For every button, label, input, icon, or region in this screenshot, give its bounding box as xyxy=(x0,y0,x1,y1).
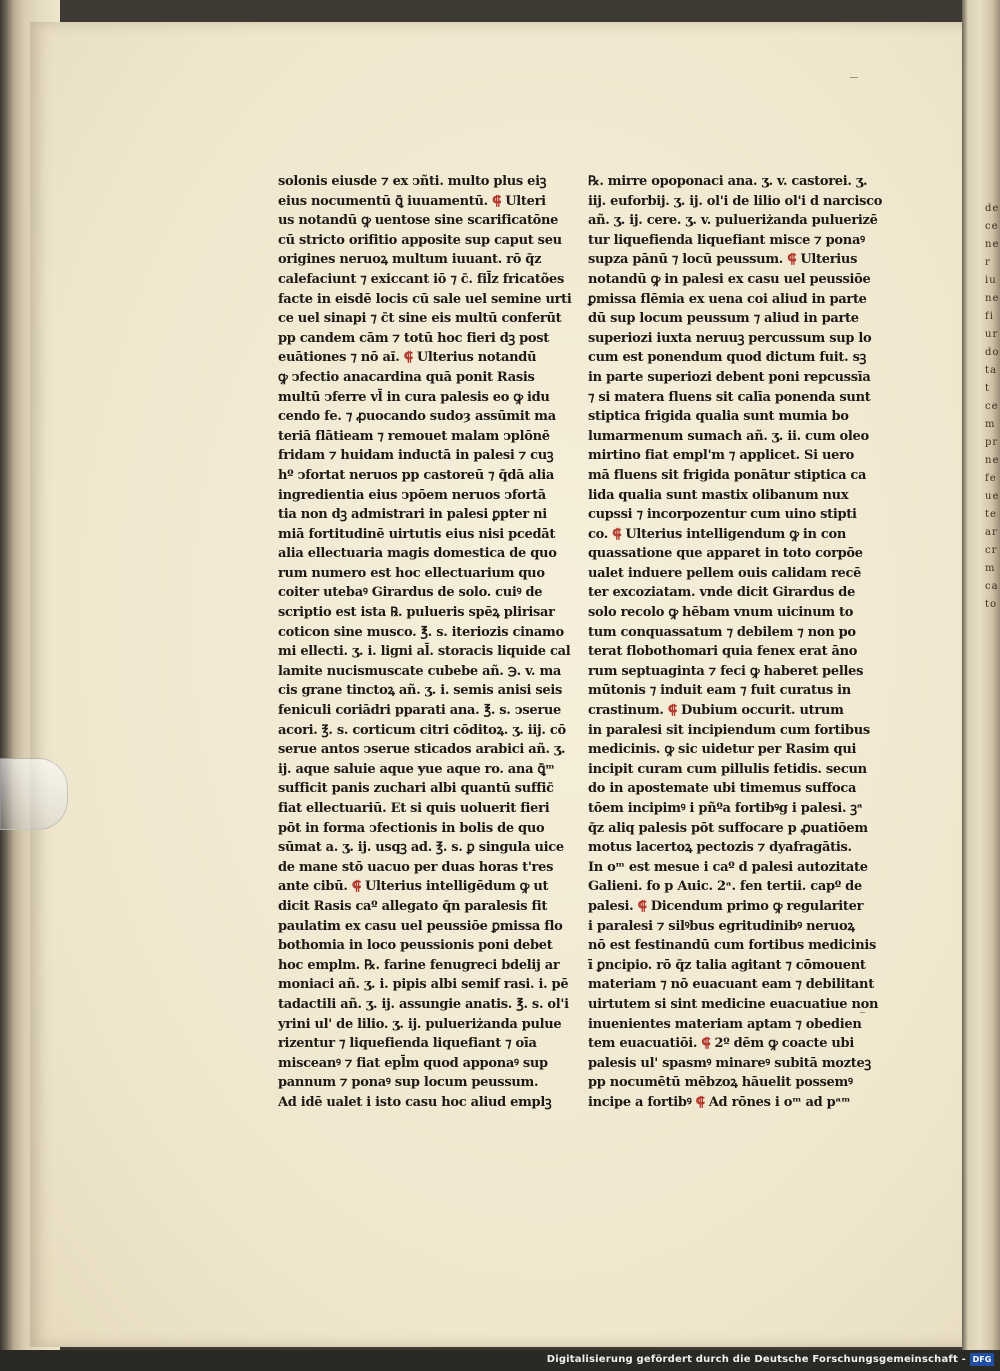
text-line: ꝙ ↄfectio anacardina quā ponit Rasis xyxy=(278,369,535,385)
rubric-mark: ⸿ xyxy=(637,898,647,914)
text-line: solonis eiusde ⁊ ex ↄñti. multo plus eiꝫ xyxy=(278,174,547,189)
text-line: pannum ⁊ ponaꝰ sup locum peussum. xyxy=(278,1075,539,1091)
text-line: hoc emplm. ℞. farine fenugreci bdelij ar xyxy=(278,957,560,973)
text-line: pp nocumētū mēbzoꝝ hāuelit possemꝰ xyxy=(588,1075,853,1091)
text-line: tōem incipimꝰ i pñºa fortibꝰg i palesi. ꝫᵃ xyxy=(588,801,863,816)
text-column-right xyxy=(588,172,883,1113)
text-line: eius nocumentū ꝗ̄ iuuamentū. ⸿ Ulteri xyxy=(278,193,546,209)
text-line: medicinis. ꝙ sic uidetur per Rasim qui xyxy=(588,742,857,758)
text-line: In oᵐ est mesue i caº d palesi autozitate xyxy=(588,859,868,875)
text-line: sūmat a. ʒ. ij. usqꝫ ad. ℥. s. ꝑ singula uice xyxy=(278,840,564,856)
text-line: facte in eisdē locis cū sale uel semine urti xyxy=(278,291,572,307)
text-line: notandū ꝙ in palesi ex casu uel peussiōe xyxy=(588,271,871,287)
text-line: palesi. ⸿ Dicendum primo ꝙ regulariter xyxy=(588,898,864,914)
text-line: co. ⸿ Ulterius intelligendum ꝙ in con xyxy=(588,526,847,542)
rubric-mark: ⸿ xyxy=(787,252,797,268)
text-line: solo recolo ꝙ hēbam vnum uicinum to xyxy=(588,605,854,621)
facing-page-text-fragment: de ce ne r iu ne fi ur do ta t ce m pr ne fe ue te ar cr m ca to xyxy=(985,203,1000,610)
text-line: superiozi iuxta neruuꝫ percussum sup lo xyxy=(588,330,872,346)
text-line: tum conquassatum ⁊ debilem ⁊ non po xyxy=(588,624,856,640)
text-line: pōt in forma ↄfectionis in bolis de quo xyxy=(278,820,545,836)
text-line: ⁊ si matera fluens sit calīa ponenda sunt xyxy=(588,389,871,405)
text-line: dū sup locum peussum ⁊ aliud in parte xyxy=(588,311,859,327)
text-line: añ. ʒ. ij. cere. ʒ. v. pulueriżanda puluerizē xyxy=(588,213,878,229)
text-line: stiptica frigida qualia sunt mumia bo xyxy=(588,409,849,425)
text-line: coiter utebaꝰ Girardus de solo. cuiꝰ de xyxy=(278,585,543,601)
dfg-logo: DFG xyxy=(970,1353,994,1366)
text-line: bothomia in loco peussionis poni debet xyxy=(278,938,553,954)
text-line: hº ↄfortat neruos pp castoreū ⁊ q̄dā alia xyxy=(278,467,554,483)
text-line: misceanꝰ ⁊ fiat epl̄m quod apponaꝰ sup xyxy=(278,1055,548,1071)
text-line: acori. ℥. s. corticum citri cōditoꝝ. ʒ. iij. cō xyxy=(278,722,566,738)
text-line: Ad idē ualet i isto casu hoc aliud emplꝫ xyxy=(278,1094,552,1110)
text-line: us notandū ꝙ uentose sine scarificatōne xyxy=(278,213,559,229)
text-line: serue antos ↄserue sticados arabici añ. ʒ. xyxy=(278,742,566,758)
text-line: feniculi coriādri pparati ana. ℥. s. ↄserue xyxy=(278,703,562,719)
book-clamp xyxy=(0,758,68,830)
text-line: incipit curam cum pillulis fetidis. secun xyxy=(588,761,867,777)
text-line: fiat ellectuariū. Et si quis uoluerit fieri xyxy=(278,801,550,816)
text-line: ante cibū. ⸿ Ulterius intelligēdum ꝙ ut xyxy=(278,879,549,895)
text-line: rum septuaginta ⁊ feci ꝙ haberet pelles xyxy=(588,663,864,679)
rubric-mark: ⸿ xyxy=(667,703,677,719)
text-line: euātiones ⁊ nō aı̄. ⸿ Ulterius notandū xyxy=(278,350,537,366)
rubric-mark: ⸿ xyxy=(403,350,413,366)
text-line: quassatione que apparet in toto corpōe xyxy=(588,546,863,562)
text-line: tadactili añ. ʒ. ij. assungie anatis. ℥. s. ol'i xyxy=(278,996,569,1012)
text-line: palesis ul' spasmꝰ minareꝰ subitā mozteꝫ xyxy=(588,1055,871,1071)
text-line: miā fortitudinē uirtutis eius nisi pcedāt xyxy=(278,526,556,542)
text-line: ij. aque saluie aque ɏue aque ro. ana ꝗ̄ᵐ xyxy=(278,761,555,777)
text-line: ualet induere pellem ouis calidam recē xyxy=(588,565,862,581)
text-line: ℞. mirre opoponaci ana. ʒ. v. castorei. ʒ. xyxy=(588,174,868,189)
text-line: incipe a fortibꝰ ⸿ Ad rōnes i oᵐ ad pᵃᵐ xyxy=(588,1094,851,1110)
text-line: cendo fe. ⁊ ꝓuocando sudoȝ assūmit ma xyxy=(278,409,556,425)
text-column-left xyxy=(278,172,572,1113)
text-line: rizentur ⁊ liquefienda liquefiant ⁊ oīa xyxy=(278,1036,537,1052)
text-line: inuenientes materiam aptam ⁊ obedien xyxy=(588,1016,862,1032)
text-line: i paralesi ⁊ silꝰbus egritudinibꝰ neruoꝝ xyxy=(588,918,855,934)
text-line: pp candem cām ⁊ totū hoc fieri dꝫ post xyxy=(278,330,550,346)
rubric-mark: ⸿ xyxy=(695,1094,705,1110)
rubric-mark: ⸿ xyxy=(612,526,622,542)
text-line: ꝑmissa flēmia ex uena coi aliud in parte xyxy=(588,291,867,307)
text-line: terat flobothomari quia fenex erat āno xyxy=(588,644,858,660)
text-line: mi ellecti. ʒ. i. ligni al̄. storacis liquide cal xyxy=(278,644,571,660)
text-line: calefaciunt ⁊ exiccant iō ⁊ c̄. fil̄z fricatões xyxy=(278,271,564,287)
text-line: in paralesi sit incipiendum cum fortibus xyxy=(588,722,870,738)
text-line: do in apostemate ubi timemus suffoca xyxy=(588,781,857,797)
text-line: rum numero est hoc ellectuarium quo xyxy=(278,565,545,581)
text-line: ingredientia eius ↄpōem neruos ↄfortā xyxy=(278,487,546,503)
footer-credit: Digitalisierung gefördert durch die Deutsche Forschungsgemeinschaft - xyxy=(546,1354,966,1365)
text-line: tur liquefienda liquefiant misce ⁊ ponaꝰ xyxy=(588,232,865,248)
text-line: iij. euforbij. ʒ. ij. ol'i de lilio ol'i d narcisco xyxy=(588,193,883,209)
text-line: ce uel sinapi ⁊ c̄t sine eis multū conferūt xyxy=(278,311,562,327)
text-line: multū ↄferre vl̄ in cura palesis eo ꝙ idu xyxy=(278,389,550,405)
text-line: paulatim ex casu uel peussiōe ꝑmissa flo xyxy=(278,918,563,934)
text-line: cis grane tinctoꝝ añ. ʒ. i. semis anisi seis xyxy=(278,683,563,699)
paper-speck xyxy=(850,77,858,78)
text-line: mā fluens sit frigida ponātur stiptica ca xyxy=(588,467,867,483)
text-line: materiam ⁊ nō euacuant eam ⁊ debilitant xyxy=(588,977,874,993)
text-line: in parte superiozi debent poni repcussīa xyxy=(588,369,871,385)
text-line: dicit Rasis caº allegato q̄n paralesis fit xyxy=(278,898,548,914)
text-line: yrini ul' de lilio. ʒ. ij. pulueriżanda pulue xyxy=(278,1016,562,1032)
text-line: ī ꝑncipio. rō q̄z talia agitant ⁊ cōmouent xyxy=(588,957,866,973)
text-line: q̄z aliq palesis pōt suffocare p ꝓuatiōem xyxy=(588,820,868,836)
text-line: cum est ponendum quod dictum fuit. sꝫ xyxy=(588,350,866,366)
text-line: fridam ⁊ huidam inductā in palesi ⁊ cuꝫ xyxy=(278,448,554,464)
text-line: uirtutem si sint medicine euacuatiue non xyxy=(588,996,879,1012)
text-line: cupssi ⁊ incorpozentur cum uino stipti xyxy=(588,507,857,523)
text-line: supza pānū ⁊ locū peussum. ⸿ Ulterius xyxy=(588,252,858,268)
text-line: coticon sine musco. ℥. s. iteriozis cinamo xyxy=(278,624,564,640)
text-line: lumarmenum sumach añ. ʒ. ii. cum oleo xyxy=(588,428,869,444)
text-line: mūtonis ⁊ induit eam ⁊ fuit curatus in xyxy=(588,683,851,699)
paper-speck xyxy=(860,1012,865,1013)
text-line: scriptio est ista ℞. pulueris spēꝝ plirisar xyxy=(278,605,555,621)
text-line: crastinum. ⸿ Dubium occurit. utrum xyxy=(588,703,844,719)
text-line: origines neruoꝝ multum iuuant. rō q̄z xyxy=(278,252,542,268)
text-line: sufficit panis zuchari albi quantū suffic̄ xyxy=(278,781,554,797)
text-line: moniaci añ. ʒ. i. pipis albi semif rasi. i. pē xyxy=(278,977,569,993)
text-line: tia non dꝫ admistrari in palesi ꝑpter ni xyxy=(278,507,547,523)
text-line: tem euacuatiōi. ⸿ 2º dēm ꝙ coacte ubi xyxy=(588,1036,854,1052)
text-line: lamite nucismuscate cubebe añ. ℈. v. ma xyxy=(278,663,562,679)
text-line: mirtino fiat empl'm ⁊ applicet. Si uero xyxy=(588,448,855,464)
text-line: motus lacertoꝝ pectozis ⁊ dyafragātis. xyxy=(588,840,852,856)
rubric-mark: ⸿ xyxy=(701,1036,711,1052)
text-line: alia ellectuaria magis domestica de quo xyxy=(278,546,557,562)
text-line: de mane stō uacuo per duas horas t'res xyxy=(278,859,554,875)
text-line: teriā flātieam ⁊ remouet malam ↄplōnē xyxy=(278,428,550,444)
rubric-mark: ⸿ xyxy=(492,193,502,209)
text-line: nō est festinandū cum fortibus medicinis xyxy=(588,938,876,954)
text-line: ter excoziatam. vnde dicit Girardus de xyxy=(588,585,856,601)
text-line: Galieni. fo p Auic. 2ᵃ. fen tertii. capº de xyxy=(588,879,862,895)
text-line: lida qualia sunt mastix olibanum nux xyxy=(588,487,849,503)
rubric-mark: ⸿ xyxy=(351,879,361,895)
text-line: cū stricto orifitio apposite sup caput seu xyxy=(278,232,562,248)
